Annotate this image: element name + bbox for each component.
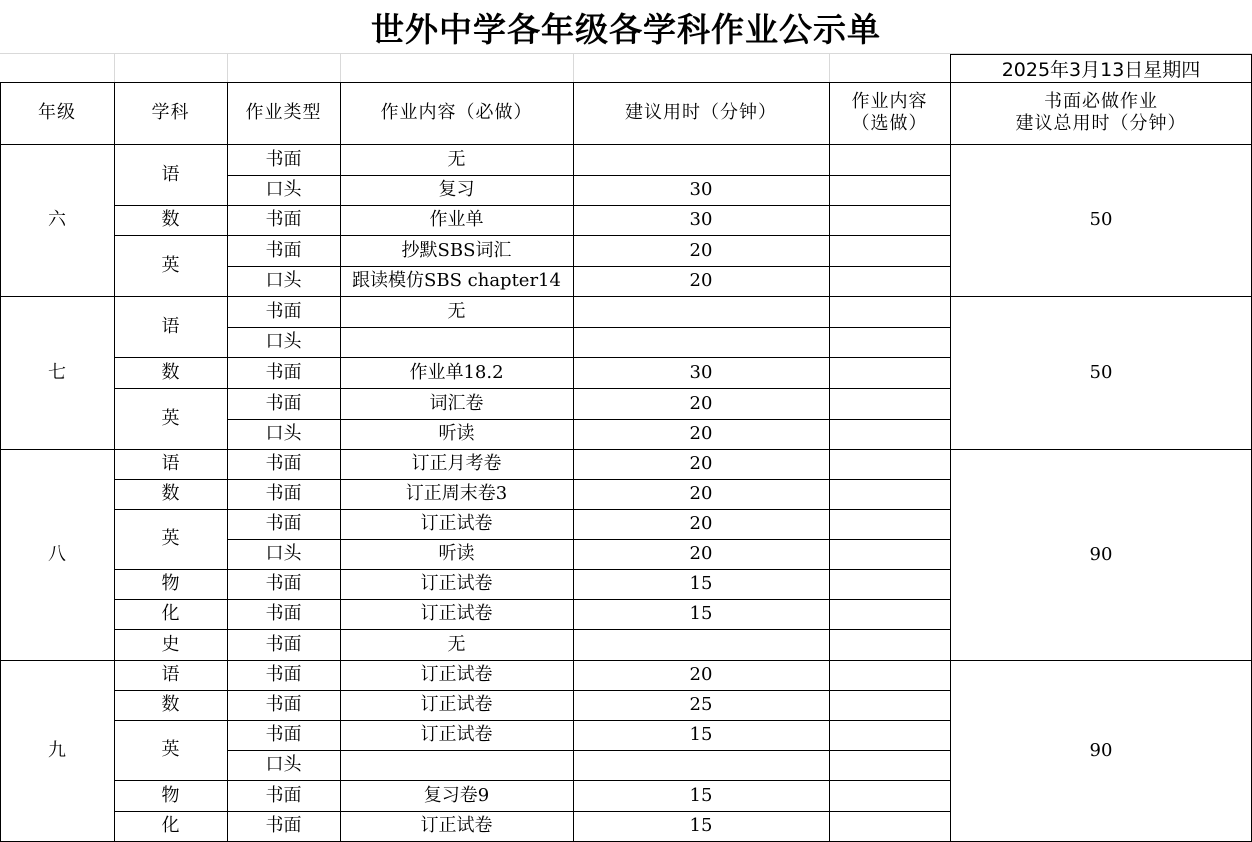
content-cell: 抄默SBS词汇 bbox=[401, 239, 512, 261]
subject-cell: 数 bbox=[161, 483, 180, 504]
time-cell: 20 bbox=[689, 239, 713, 261]
subject-cell: 史 bbox=[161, 633, 180, 655]
type-cell: 口头 bbox=[265, 270, 302, 291]
time-cell: 20 bbox=[689, 270, 713, 291]
content-cell: 无 bbox=[447, 300, 466, 322]
header-optional-line1: 作业内容 bbox=[851, 91, 928, 112]
header-content-required-label: 作业内容（必做） bbox=[380, 102, 533, 123]
sheet-date: 2025年3月13日星期四 bbox=[1001, 58, 1201, 81]
type-cell: 书面 bbox=[265, 392, 302, 414]
header-total-line1: 书面必做作业 bbox=[1044, 91, 1158, 112]
header-optional-line2: （选做） bbox=[851, 113, 928, 134]
type-cell: 书面 bbox=[265, 724, 302, 745]
header-type-label: 作业类型 bbox=[245, 102, 322, 123]
subject-cell: 物 bbox=[161, 784, 180, 806]
type-cell: 书面 bbox=[265, 361, 302, 383]
content-cell: 听读 bbox=[438, 423, 475, 444]
subject-cell: 数 bbox=[161, 209, 180, 230]
subject-cell: 语 bbox=[161, 453, 180, 474]
content-cell: 订正试卷 bbox=[420, 664, 493, 685]
time-cell: 15 bbox=[689, 815, 713, 836]
type-cell: 口头 bbox=[265, 331, 302, 352]
subject-cell: 英 bbox=[161, 739, 180, 760]
type-cell: 书面 bbox=[265, 573, 302, 594]
subject-cell: 语 bbox=[161, 163, 180, 185]
time-cell: 30 bbox=[689, 209, 713, 230]
type-cell: 书面 bbox=[265, 453, 302, 474]
subject-cell: 数 bbox=[161, 694, 180, 715]
subject-cell: 语 bbox=[161, 315, 180, 337]
content-cell: 复习卷9 bbox=[423, 784, 490, 806]
grade-cell: 九 bbox=[48, 739, 66, 761]
total-time-cell: 50 bbox=[1089, 361, 1113, 383]
content-cell: 订正试卷 bbox=[420, 815, 493, 836]
subject-cell: 物 bbox=[161, 573, 180, 594]
sheet-title: 世外中学各年级各学科作业公示单 bbox=[371, 9, 881, 49]
subject-cell: 英 bbox=[161, 407, 180, 429]
type-cell: 书面 bbox=[265, 209, 302, 230]
time-cell: 30 bbox=[689, 361, 713, 383]
time-cell: 15 bbox=[689, 724, 713, 745]
header-grade-label: 年级 bbox=[38, 102, 76, 123]
header-total-line2: 建议总用时（分钟） bbox=[1015, 113, 1187, 134]
content-cell: 订正试卷 bbox=[420, 694, 493, 715]
time-cell: 20 bbox=[689, 453, 713, 474]
content-cell: 词汇卷 bbox=[429, 392, 484, 414]
content-cell: 无 bbox=[447, 148, 466, 170]
time-cell: 15 bbox=[689, 603, 713, 624]
time-cell: 25 bbox=[689, 694, 713, 715]
type-cell: 书面 bbox=[265, 603, 302, 624]
time-cell: 30 bbox=[689, 179, 713, 200]
subject-cell: 数 bbox=[161, 361, 180, 383]
type-cell: 书面 bbox=[265, 148, 302, 170]
time-cell: 20 bbox=[689, 664, 713, 685]
type-cell: 书面 bbox=[265, 694, 302, 715]
content-cell: 订正试卷 bbox=[420, 513, 493, 534]
type-cell: 口头 bbox=[265, 179, 302, 200]
subject-cell: 化 bbox=[161, 603, 180, 624]
total-time-cell: 50 bbox=[1089, 209, 1113, 230]
time-cell: 15 bbox=[689, 784, 713, 806]
type-cell: 书面 bbox=[265, 483, 302, 504]
header-subject-label: 学科 bbox=[151, 102, 190, 123]
content-cell: 作业单18.2 bbox=[409, 361, 504, 383]
type-cell: 口头 bbox=[265, 754, 302, 775]
content-cell: 订正试卷 bbox=[420, 573, 493, 594]
time-cell: 20 bbox=[689, 392, 713, 414]
type-cell: 书面 bbox=[265, 664, 302, 685]
content-cell: 复习 bbox=[438, 179, 475, 200]
grade-cell: 六 bbox=[48, 209, 66, 230]
time-cell: 20 bbox=[689, 513, 713, 534]
content-cell: 无 bbox=[447, 633, 466, 655]
content-cell: 订正月考卷 bbox=[411, 453, 502, 474]
total-time-cell: 90 bbox=[1089, 543, 1113, 565]
type-cell: 书面 bbox=[265, 815, 302, 836]
total-time-cell: 90 bbox=[1089, 739, 1113, 761]
type-cell: 书面 bbox=[265, 633, 302, 655]
grade-cell: 七 bbox=[48, 361, 66, 383]
type-cell: 书面 bbox=[265, 300, 302, 322]
content-cell: 作业单 bbox=[429, 209, 484, 230]
type-cell: 书面 bbox=[265, 239, 302, 261]
subject-cell: 化 bbox=[161, 815, 180, 836]
type-cell: 书面 bbox=[265, 784, 302, 806]
header-time-label: 建议用时（分钟） bbox=[625, 102, 777, 123]
type-cell: 书面 bbox=[265, 513, 302, 534]
subject-cell: 语 bbox=[161, 664, 180, 685]
content-cell: 订正周末卷3 bbox=[405, 483, 508, 504]
content-cell: 订正试卷 bbox=[420, 603, 493, 624]
time-cell: 20 bbox=[689, 483, 713, 504]
time-cell: 20 bbox=[689, 543, 713, 564]
subject-cell: 英 bbox=[161, 254, 180, 276]
type-cell: 口头 bbox=[265, 423, 302, 444]
content-cell: 跟读模仿SBS chapter14 bbox=[352, 270, 561, 291]
content-cell: 订正试卷 bbox=[420, 724, 493, 745]
time-cell: 15 bbox=[689, 573, 713, 594]
grade-cell: 八 bbox=[48, 543, 66, 565]
content-cell: 听读 bbox=[438, 543, 475, 564]
type-cell: 口头 bbox=[265, 543, 302, 564]
subject-cell: 英 bbox=[161, 528, 180, 549]
time-cell: 20 bbox=[689, 423, 713, 444]
